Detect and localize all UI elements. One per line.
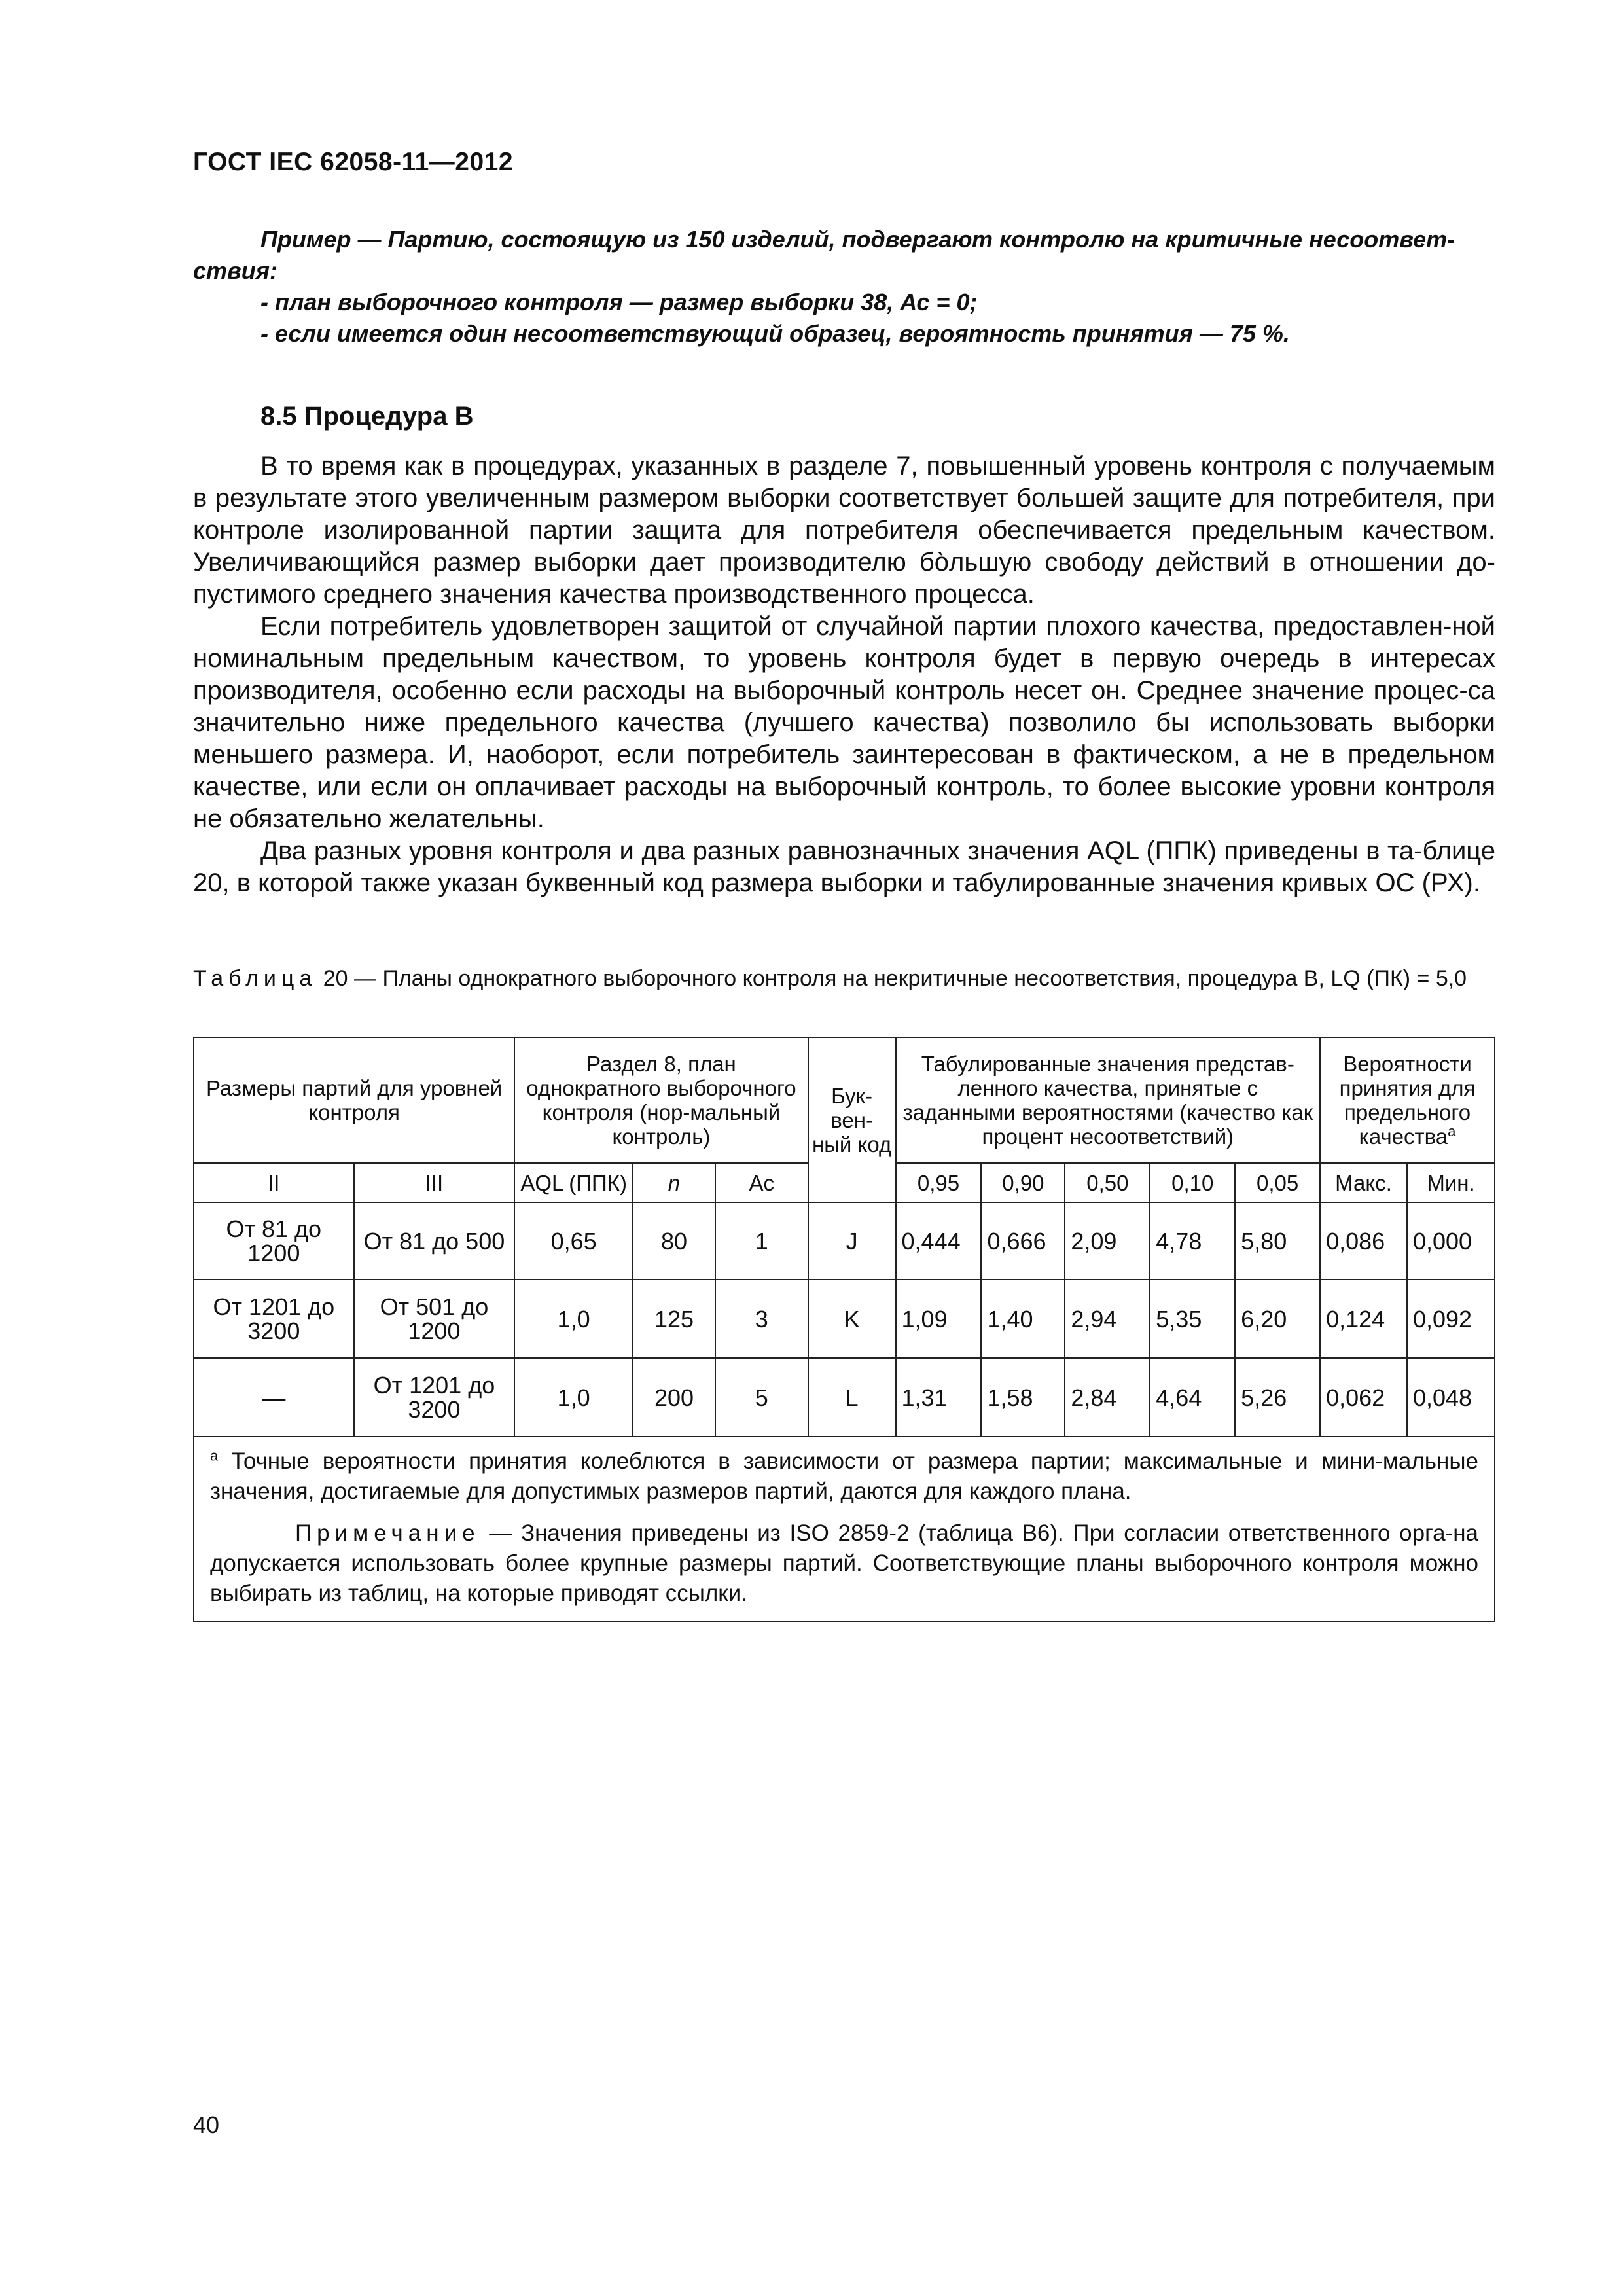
example-block <box>193 224 1495 350</box>
subheader-min: Мин. <box>1407 1163 1495 1202</box>
table-note <box>210 1518 1478 1609</box>
document-header-title: ГОСТ IEC 62058-11—2012 <box>193 148 514 176</box>
sampling-plans-table <box>193 1037 1495 1622</box>
header-tabulated-values: Табулированные значения представ-ленного качества, принятые с заданными вероятностями (качество как процент несоответствий) <box>896 1037 1321 1163</box>
cell-max: 0,062 <box>1320 1358 1407 1437</box>
header-sampling-plan: Раздел 8, план однократного выборочного контроля (нор-мальный контроль) <box>514 1037 808 1163</box>
cell-min: 0,000 <box>1407 1202 1495 1280</box>
cell-p010: 5,35 <box>1150 1280 1235 1358</box>
table-caption-text: 20 — Планы однократного выборочного контроля на некритичные несоответствия, процедура В, LQ (ПК) = 5,0 <box>323 966 1467 991</box>
cell-p010: 4,78 <box>1150 1202 1235 1280</box>
header-footnote-marker: a <box>1448 1123 1456 1139</box>
cell-aql: 0,65 <box>514 1202 633 1280</box>
subheader-level-ii: II <box>194 1163 354 1202</box>
table-row <box>194 1280 1495 1358</box>
subheader-p010: 0,10 <box>1150 1163 1235 1202</box>
table-caption <box>193 965 1495 992</box>
cell-lot-ii: От 81 до 1200 <box>194 1202 354 1280</box>
subheader-n: n <box>633 1163 715 1202</box>
table-footnote <box>210 1446 1478 1507</box>
cell-code: K <box>808 1280 896 1358</box>
header-acceptance-probability-text: Вероятности принятия для предельного качества <box>1339 1052 1476 1149</box>
header-acceptance-probability <box>1320 1037 1495 1163</box>
table-footnote-row <box>194 1437 1495 1621</box>
subheader-max: Макс. <box>1320 1163 1407 1202</box>
cell-p090: 0,666 <box>981 1202 1065 1280</box>
cell-lot-iii: От 501 до 1200 <box>354 1280 515 1358</box>
cell-p050: 2,84 <box>1065 1358 1150 1437</box>
subheader-aql: AQL (ППК) <box>514 1163 633 1202</box>
header-letter-code: Бук-вен-ный код <box>808 1037 896 1202</box>
subheader-p095: 0,95 <box>896 1163 982 1202</box>
cell-n: 80 <box>633 1202 715 1280</box>
note-label: Примечание <box>295 1520 480 1546</box>
body-paragraph-2: Если потребитель удовлетворен защитой от случайной партии плохого качества, предоставлен-ной номинальным предельным качеством, то уровень контроля будет в первую очередь в интересах производителя, особенно если расходы на выборочный контроль несет он. Среднее значение процес-са значительно ниже предельного качества (лучшего качества) позволило бы использовать выборки меньшего размера. И, наоборот, если потребитель заинтересован в фактическом, а не в предельном качестве, или если он оплачивает расходы на выборочный контроль, то более высокие уровни контроля не обязательно желательны. <box>193 612 1495 833</box>
subheader-level-iii: III <box>354 1163 515 1202</box>
table-footnote-cell <box>194 1437 1495 1621</box>
subheader-p050: 0,50 <box>1065 1163 1150 1202</box>
table-row <box>194 1358 1495 1437</box>
table-row <box>194 1202 1495 1280</box>
cell-ac: 3 <box>715 1280 808 1358</box>
cell-min: 0,048 <box>1407 1358 1495 1437</box>
page-number: 40 <box>193 2111 220 2138</box>
cell-lot-iii: От 81 до 500 <box>354 1202 515 1280</box>
example-line-3: - если имеется один несоответствующий образец, вероятность принятия — 75 %. <box>260 320 1290 347</box>
cell-lot-ii: — <box>194 1358 354 1437</box>
cell-p005: 6,20 <box>1235 1280 1320 1358</box>
cell-p095: 1,31 <box>896 1358 982 1437</box>
example-line-2: - план выборочного контроля — размер выборки 38, Ас = 0; <box>260 289 978 315</box>
cell-code: L <box>808 1358 896 1437</box>
subheader-p005: 0,05 <box>1235 1163 1320 1202</box>
subheader-p090: 0,90 <box>981 1163 1065 1202</box>
footnote-text: Точные вероятности принятия колеблются в зависимости от размера партии; максимальные и мини-мальные значения, достигаемые для допустимых размеров партий, даются для каждого плана. <box>210 1448 1478 1504</box>
cell-aql: 1,0 <box>514 1280 633 1358</box>
table-caption-label: Таблица <box>193 966 317 991</box>
body-paragraph-3: Два разных уровня контроля и два разных равнозначных значения AQL (ППК) приведены в та-блице 20, в которой также указан буквенный код размера выборки и табулированные значения кривых ОС (РХ). <box>193 836 1495 897</box>
cell-aql: 1,0 <box>514 1358 633 1437</box>
cell-max: 0,086 <box>1320 1202 1407 1280</box>
cell-ac: 5 <box>715 1358 808 1437</box>
cell-p050: 2,94 <box>1065 1280 1150 1358</box>
footnote-marker: a <box>210 1447 219 1464</box>
cell-p005: 5,26 <box>1235 1358 1320 1437</box>
header-lot-sizes: Размеры партий для уровней контроля <box>194 1037 514 1163</box>
cell-n: 125 <box>633 1280 715 1358</box>
cell-p095: 0,444 <box>896 1202 982 1280</box>
note-text: — Значения приведены из ISO 2859-2 (таблица В6). При согласии ответственного орга-на допускается использовать более крупные размеры партий. Соответствующие планы выборочного контроля можно выбирать из таблиц, на которые приводят ссылки. <box>210 1520 1478 1606</box>
subheader-ac: Ac <box>715 1163 808 1202</box>
cell-min: 0,092 <box>1407 1280 1495 1358</box>
cell-lot-iii: От 1201 до 3200 <box>354 1358 515 1437</box>
cell-p010: 4,64 <box>1150 1358 1235 1437</box>
example-line-1: Пример — Партию, состоящую из 150 изделий, подвергают контролю на критичные несоответ-ствия: <box>193 226 1455 284</box>
cell-code: J <box>808 1202 896 1280</box>
cell-p095: 1,09 <box>896 1280 982 1358</box>
cell-n: 200 <box>633 1358 715 1437</box>
cell-p050: 2,09 <box>1065 1202 1150 1280</box>
cell-p090: 1,58 <box>981 1358 1065 1437</box>
cell-lot-ii: От 1201 до 3200 <box>194 1280 354 1358</box>
body-text <box>193 450 1495 899</box>
cell-max: 0,124 <box>1320 1280 1407 1358</box>
cell-p090: 1,40 <box>981 1280 1065 1358</box>
cell-ac: 1 <box>715 1202 808 1280</box>
cell-p005: 5,80 <box>1235 1202 1320 1280</box>
section-heading: 8.5 Процедура В <box>260 402 474 431</box>
body-paragraph-1: В то время как в процедурах, указанных в разделе 7, повышенный уровень контроля с получаемым в результате этого увеличенным размером выборки соответствует большей защите для потребителя, при контроле изолированной партии защита для потребителя обеспечивается предельным качеством. Увеличивающийся размер выборки дает производителю бо̀льшую свободу действий в отношении до-пустимого среднего значения качества производственного процесса. <box>193 452 1495 609</box>
